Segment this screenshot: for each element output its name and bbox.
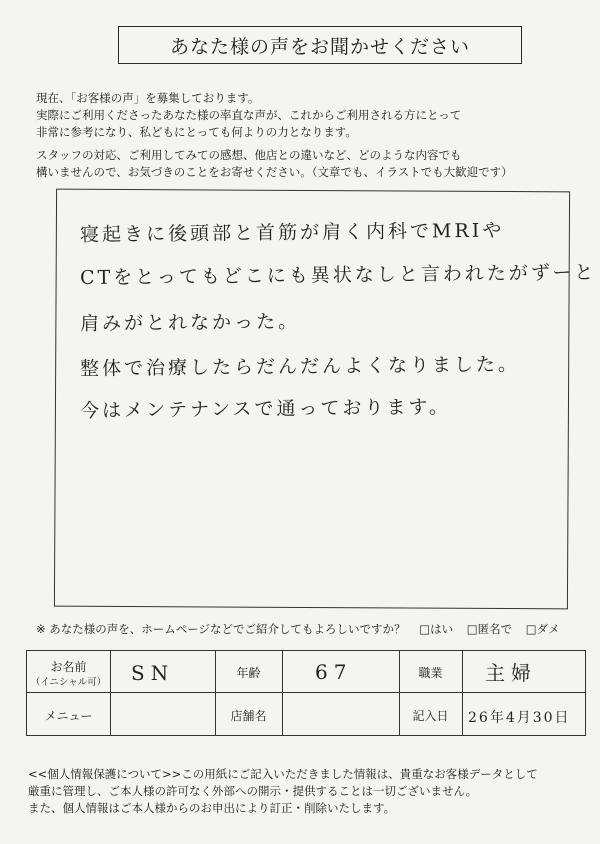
intro-paragraph-2 — [36, 147, 513, 181]
page-title — [118, 26, 522, 64]
option-yes-checkbox[interactable]: □はい — [419, 622, 454, 636]
info-table — [26, 650, 586, 736]
privacy-line: <<個人情報保護について>>この用紙にご記入いただきました情報は、貴重なお客様データとして — [28, 767, 538, 781]
intro-line: 非常に参考になり、私どもにとっても何よりの力となります。 — [36, 125, 357, 139]
date-field[interactable]: 26年4月30日 — [468, 710, 571, 726]
comment-line-4: 整体で治療したらだんだんよくなりました。 — [79, 353, 521, 380]
privacy-line: また、個人情報はご本人様からのお申出により訂正・削除いたします。 — [28, 801, 396, 815]
table-divider — [110, 651, 111, 735]
job-label: 職業 — [418, 666, 443, 680]
permission-text: ※ あなた様の声を、ホームページなどでご紹介してもよろしいですか？ — [36, 622, 406, 636]
comment-line-2: CTをとってもどこにも異状なしと言われたがずーと — [79, 261, 597, 289]
job-field[interactable]: 主婦 — [485, 661, 537, 685]
page-title-text: あなた様の声をお聞かせください — [169, 35, 470, 58]
intro-line: 構いませんので、お気づきのことをお寄せください。（文章でも、イラストでも大歓迎です） — [36, 165, 513, 179]
comment-line-3: 肩みがとれなかった。 — [79, 310, 301, 335]
permission-question — [36, 621, 560, 637]
intro-paragraph-1 — [36, 90, 461, 141]
menu-label: メニュー — [44, 709, 93, 723]
table-divider — [282, 651, 283, 735]
privacy-line: 厳重に管理し、ご本人様の許可なく外部への開示・提供することは一切ございません。 — [28, 784, 478, 798]
intro-line: スタッフの対応、ご利用してみての感想、他店との違いなど、どのような内容でも — [36, 148, 462, 162]
name-label: お名前 — [50, 660, 87, 674]
name-sublabel: （イニシャル可） — [30, 677, 107, 688]
table-divider — [462, 651, 463, 735]
name-field[interactable]: SN — [131, 661, 175, 685]
intro-line: 実際にご利用くださったあなた様の率直な声が、これからご利用される方にとって — [36, 108, 462, 122]
age-field[interactable]: 67 — [315, 660, 353, 684]
comment-line-5: 今はメンテナンスで通っております。 — [79, 396, 452, 422]
comment-line-1: 寝起きに後頭部と首筋が肩く内科でMRIや — [79, 219, 505, 246]
privacy-notice — [28, 766, 538, 817]
date-label: 記入日 — [412, 709, 449, 723]
option-no-checkbox[interactable]: □ダメ — [525, 622, 560, 636]
age-label: 年齢 — [236, 666, 261, 680]
store-label: 店舗名 — [230, 709, 267, 723]
option-anonymous-checkbox[interactable]: □匿名で — [466, 622, 513, 636]
intro-line: 現在、「お客様の声」を募集しております。 — [36, 91, 260, 105]
